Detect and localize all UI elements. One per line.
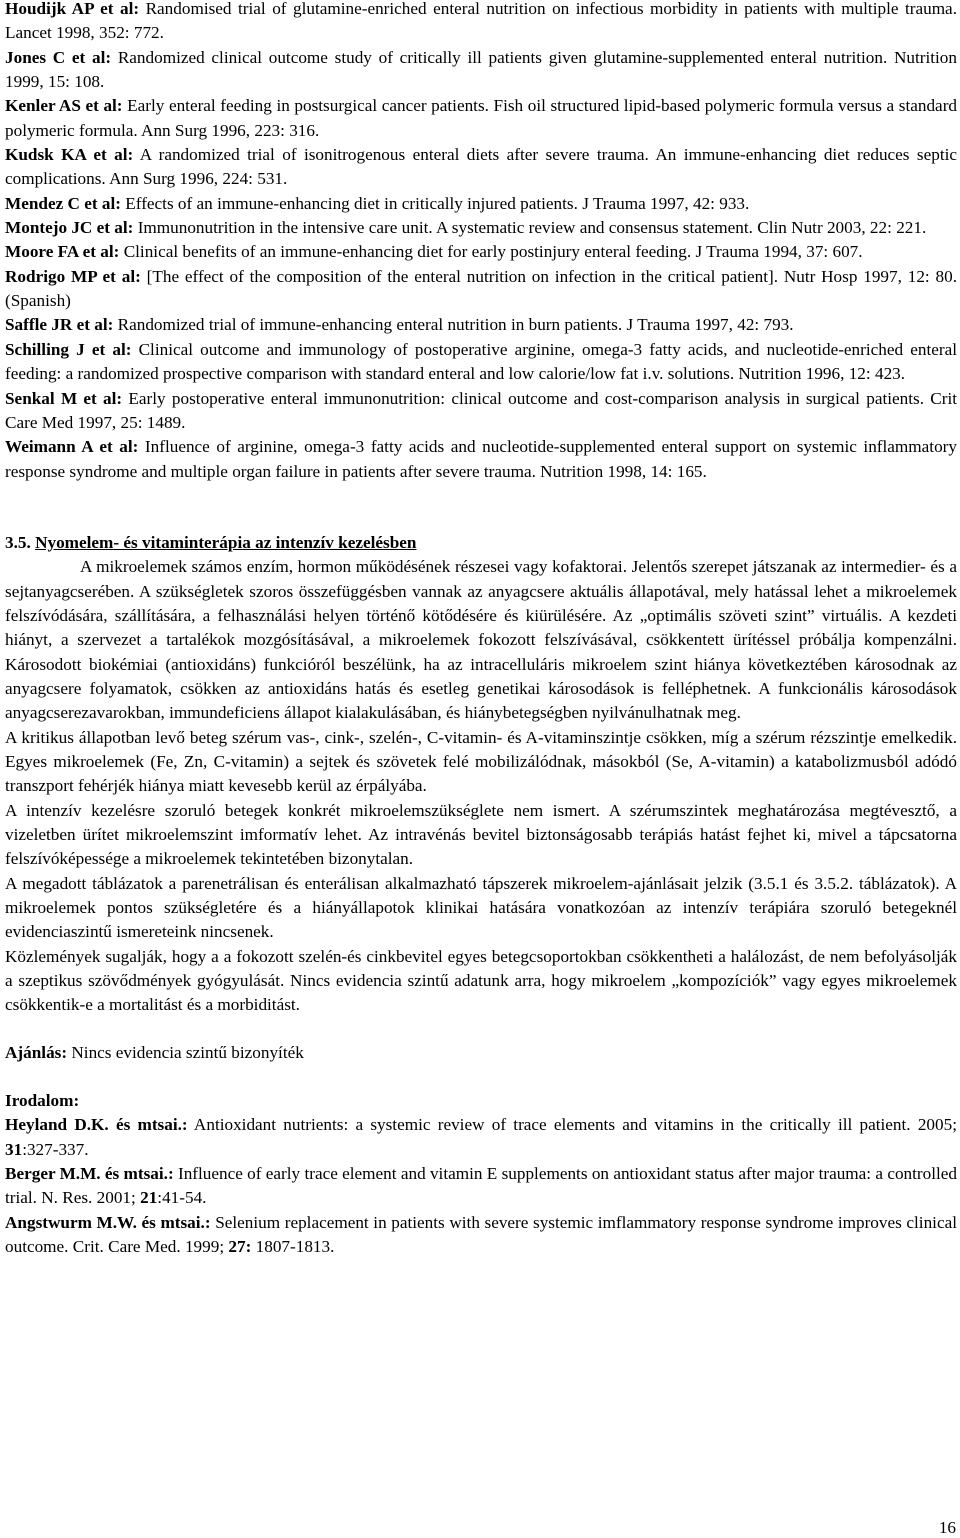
reference-entry xyxy=(5,0,957,46)
reference-volume: 31 xyxy=(5,1139,23,1159)
reference-entry xyxy=(5,94,957,143)
reference-authors: Mendez C et al: xyxy=(5,193,121,213)
reference-text: Influence of arginine, omega-3 fatty acids and nucleotide-supplemented enteral support on systemic inflammatory response syndrome and multiple organ failure in patients after severe trauma. Nutrition 1998, 14: 165. xyxy=(5,437,957,481)
section-number: 3.5. xyxy=(5,532,31,552)
reference-pages: :41-54. xyxy=(157,1188,207,1208)
reference-text: Influence of early trace element and vitamin E supplements on antioxidant status after major trauma: a controlled trial. N. Res. 2001; xyxy=(5,1164,957,1208)
reference-entry xyxy=(5,216,957,240)
reference-text: A randomized trial of isonitrogenous enteral diets after severe trauma. An immune-enhancing diet reduces septic complications. Ann Surg 1996, 224: 531. xyxy=(5,145,958,189)
reference-text: Early enteral feeding in postsurgical cancer patients. Fish oil structured lipid-based polymeric formula versus a standard polymeric formula. Ann Surg 1996, 223: 316. xyxy=(5,96,958,140)
reference-entry xyxy=(5,1211,957,1260)
reference-list-bottom xyxy=(5,1113,957,1259)
reference-authors: Weimann A et al: xyxy=(5,437,139,457)
reference-text: Selenium replacement in patients with severe systemic imflammatory response syndrome improves clinical outcome. Crit. Care Med. 1999; xyxy=(5,1212,957,1257)
reference-pages: :327-337. xyxy=(22,1139,89,1159)
reference-entry xyxy=(5,240,957,264)
section-title: Nyomelem- és vitaminterápia az intenzív kezelésben xyxy=(35,532,417,552)
recommendation-label: Ajánlás: xyxy=(5,1042,68,1062)
reference-authors: Rodrigo MP et al: xyxy=(5,266,141,286)
reference-text: Clinical outcome and immunology of postoperative arginine, omega-3 fatty acids, and nucleotide-enriched enteral feeding: a randomized prospective comparison with standard enteral and low calorie/low fat i.v. solutions. Nutrition 1996, 12: 423. xyxy=(5,339,957,384)
reference-authors: Jones C et al: xyxy=(5,47,112,67)
reference-colon: : xyxy=(181,1115,188,1135)
reference-text: Immunonutrition in the intensive care unit. A systematic review and consensus statement. Clin Nutr 2003, 22: 221. xyxy=(133,218,927,238)
reference-authors: Berger M.M. és mtsai. xyxy=(5,1164,168,1184)
reference-authors: Saffle JR et al: xyxy=(5,315,114,335)
document-page xyxy=(5,0,957,1260)
reference-text: Effects of an immune-enhancing diet in critically injured patients. J Trauma 1997, 42: 933. xyxy=(120,193,750,213)
page-number: 16 xyxy=(938,1518,956,1537)
body-paragraph: A kritikus állapotban levő beteg szérum vas-, cink-, szelén-, C-vitamin- és A-vitaminszintje csökken, míg a szérum rézszintje emelkedik. Egyes mikroelemek (Fe, Zn, C-vitamin) a sejtek és szövetek felé mobilizálódnak, másokból (Se, A-vitamin) a katabolizmusból adódó transzport fehérjék hiánya miatt kevesebb kerül az érpályába. xyxy=(5,727,957,796)
reference-text: Randomised trial of glutamine-enriched enteral nutrition on infectious morbidity in patients with multiple trauma. Lancet 1998, 352: 772. xyxy=(5,0,957,43)
reference-entry xyxy=(5,1113,957,1162)
reference-entry xyxy=(5,46,957,95)
reference-text: Randomized trial of immune-enhancing enteral nutrition in burn patients. J Trauma 1997, 42: 793. xyxy=(113,315,794,335)
reference-volume: 27: xyxy=(228,1237,252,1257)
recommendation xyxy=(5,1041,957,1065)
reference-text: [The effect of the composition of the enteral nutrition on infection in the critical patient]. Nutr Hosp 1997, 12: 80. (Spanish) xyxy=(5,266,957,311)
reference-volume: 21 xyxy=(140,1188,158,1208)
reference-authors: Moore FA et al: xyxy=(5,242,120,262)
reference-authors: Montejo JC et al: xyxy=(5,218,134,238)
reference-authors: Heyland D.K. és mtsai. xyxy=(5,1115,182,1135)
body-paragraph: A intenzív kezelésre szoruló betegek konkrét mikroelemszükséglete nem ismert. A szérumszintek meghatározása megtévesztő, a vizeletben ürítet mikroelemszint imformatív lehet. Az intravénás bevitel biztonságosabb terápiás hatást fejhet ki, mivel a tápcsatorna felszívóképessége a mikroelemek tekintetében bizonytalan. xyxy=(5,800,957,869)
reference-authors: Houdijk AP et al: xyxy=(5,0,140,18)
reference-colon: : xyxy=(204,1212,211,1232)
recommendation-text: Nincs evidencia szintű bizonyíték xyxy=(67,1042,304,1062)
reference-text: Antioxidant nutrients: a systemic review of trace elements and vitamins in the critically ill patient. 2005; xyxy=(187,1115,957,1135)
reference-entry xyxy=(5,338,957,387)
body-paragraph: A megadott táblázatok a parenetrálisan és enterálisan alkalmazható tápszerek mikroelem-ajánlásait jelzik (3.5.1 és 3.5.2. táblázatok). A mikroelemek pontos szükségletére és a hiányállapotok klinikai hatására vonatkozóan az intenzív terápiára szoruló betegeknél evidenciaszintű ismereteink nincsenek. xyxy=(5,873,957,942)
reference-entry xyxy=(5,387,957,436)
reference-text: Clinical benefits of an immune-enhancing diet for early postinjury enteral feeding. J Trauma 1994, 37: 607. xyxy=(119,242,863,262)
reference-colon: : xyxy=(167,1164,174,1184)
reference-entry xyxy=(5,143,957,192)
reference-entry xyxy=(5,265,957,314)
reference-authors: Schilling J et al: xyxy=(5,339,132,359)
reference-authors: Kenler AS et al: xyxy=(5,96,123,116)
references-heading: Irodalom: xyxy=(5,1091,80,1111)
reference-entry xyxy=(5,1162,957,1211)
reference-text: Randomized clinical outcome study of critically ill patients given glutamine-supplemented enteral nutrition. Nutrition 1999, 15: 108. xyxy=(5,47,957,92)
reference-entry xyxy=(5,435,957,484)
section-heading xyxy=(5,531,957,555)
body-paragraph: Közlemények sugalják, hogy a a fokozott szelén-és cinkbevitel egyes betegcsoportokban csökkentheti a halálozást, de nem befolyásolják a szeptikus szövődmények gyógyulását. Nincs evidencia szintű adatunk arra, hogy mikroelem „kompozíciók” vagy egyes mikroelemek csökkentik-e a mortalitást és a morbiditást. xyxy=(5,946,957,1015)
reference-entry xyxy=(5,192,957,216)
reference-entry xyxy=(5,313,957,337)
reference-list-top xyxy=(5,0,957,484)
reference-authors: Kudsk KA et al: xyxy=(5,145,134,165)
reference-authors: Angstwurm M.W. és mtsai. xyxy=(5,1212,205,1232)
reference-authors: Senkal M et al: xyxy=(5,388,123,408)
reference-text: Early postoperative enteral immunonutrition: clinical outcome and cost-comparison analysis in surgical patients. Crit Care Med 1997, 25: 1489. xyxy=(5,388,957,432)
reference-pages: 1807-1813. xyxy=(251,1237,335,1257)
body-paragraph: A mikroelemek számos enzím, hormon működésének részesei vagy kofaktorai. Jelentős szerepet játszanak az intermedier- és a sejtanyagcserében. A szükségletek szoros összefüggésben vannak az anyagcsere aktuális állapotával, mely hatással lehet a mikroelemek felszívódására, szállítására, a felhasználási helyen történő kötődésére és kiürülésére. Az „optimális szöveti szint” virtuális. A kezdeti hiányt, a szervezet a tartalékok mozgósításával, a mikroelemek fokozott felszívásával, csökkentett ürítéssel próbálja kompenzálni. Károsodott biokémiai (antioxidáns) funkcióról beszélünk, ha az intracelluláris mikroelem szint hiánya következtében károsodnak az anyagcsere folyamatok, csökken az antioxidáns hatás és esetleg genetikai károsodások is felléphetnek. A funkcionális károsodások anyagcserezavarokban, immundeficiens állapot kialakulásában, és hiánybetegségben nyilvánulhatnak meg. xyxy=(5,557,957,723)
